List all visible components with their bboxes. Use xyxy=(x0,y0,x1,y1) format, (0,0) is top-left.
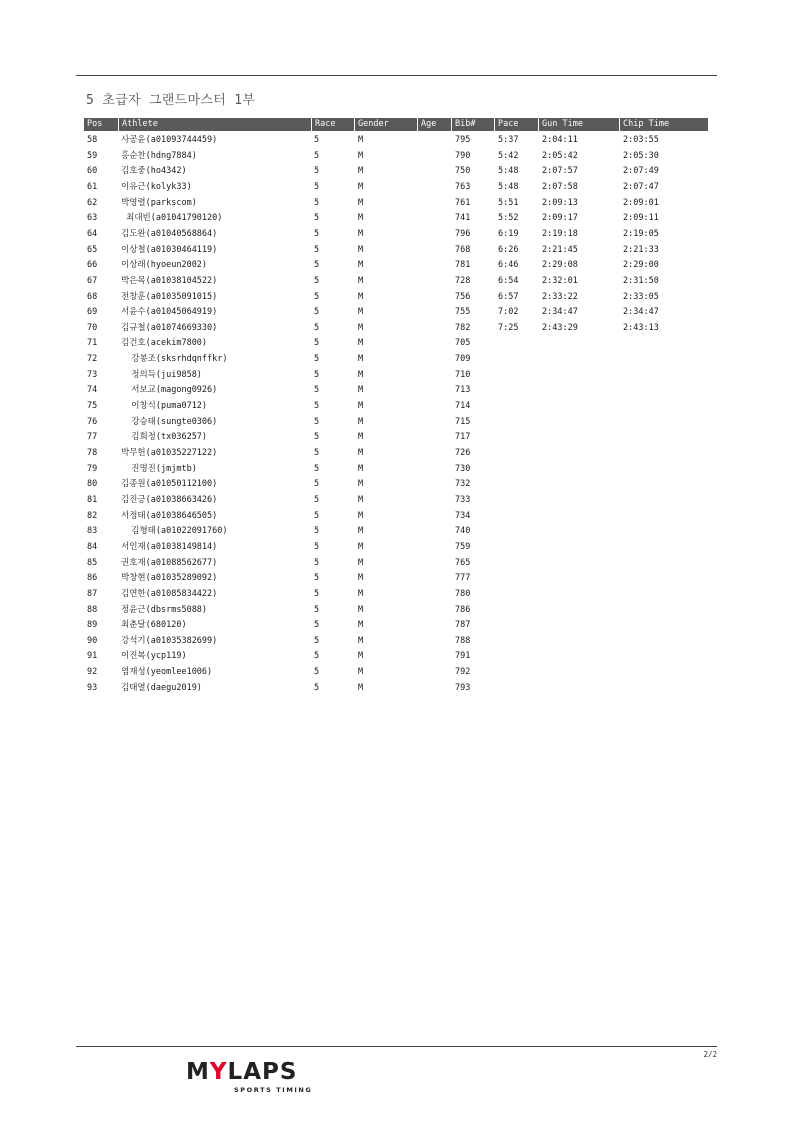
cell-pos: 89 xyxy=(87,620,98,631)
cell-race: 5 xyxy=(314,448,320,458)
cell-chip-time: 2:43:13 xyxy=(623,322,659,333)
cell-pos: 78 xyxy=(87,448,98,458)
cell-gender: M xyxy=(358,135,364,145)
cell-race: 5 xyxy=(314,166,320,177)
cell-gender: M xyxy=(358,322,364,333)
cell-pos: 75 xyxy=(87,401,98,412)
table-row xyxy=(84,196,708,212)
cell-gender: M xyxy=(358,448,364,458)
table-row xyxy=(84,258,708,274)
cell-athlete: 이유근(kolyk33) xyxy=(121,181,192,192)
cell-bib: 756 xyxy=(455,291,471,302)
cell-pos: 64 xyxy=(87,228,98,239)
cell-athlete: 김호중(ho4342) xyxy=(121,166,187,177)
cell-gun-time: 2:19:18 xyxy=(542,228,578,239)
cell-gender: M xyxy=(358,275,364,286)
cell-bib: 730 xyxy=(455,463,471,474)
cell-athlete: 정의득(jui9858) xyxy=(121,369,202,380)
cell-race: 5 xyxy=(314,651,320,662)
cell-gender: M xyxy=(358,181,364,192)
cell-pos: 59 xyxy=(87,150,98,161)
cell-pace: 5:42 xyxy=(498,150,519,161)
cell-gun-time: 2:09:17 xyxy=(542,213,578,224)
cell-athlete: 김태열(daegu2019) xyxy=(121,682,202,693)
cell-chip-time: 2:05:30 xyxy=(623,150,659,161)
cell-gender: M xyxy=(358,291,364,302)
cell-race: 5 xyxy=(314,541,320,552)
cell-chip-time: 2:07:47 xyxy=(623,181,659,192)
cell-race: 5 xyxy=(314,416,320,427)
cell-chip-time: 2:03:55 xyxy=(623,135,659,145)
cell-athlete: 정윤근(dbsrms5088) xyxy=(121,604,208,615)
cell-athlete: 서보교(magong0926) xyxy=(121,385,218,396)
cell-gun-time: 2:33:22 xyxy=(542,291,578,302)
cell-race: 5 xyxy=(314,385,320,396)
cell-pos: 85 xyxy=(87,557,98,568)
col-athlete: Athlete xyxy=(119,118,311,131)
cell-race: 5 xyxy=(314,494,320,505)
cell-pos: 73 xyxy=(87,369,98,380)
cell-bib: 728 xyxy=(455,275,471,286)
cell-athlete: 염재성(yeomlee1006) xyxy=(121,667,213,678)
cell-pos: 66 xyxy=(87,260,98,271)
cell-bib: 714 xyxy=(455,401,471,412)
cell-gender: M xyxy=(358,401,364,412)
cell-race: 5 xyxy=(314,369,320,380)
table-row xyxy=(84,618,708,634)
table-row xyxy=(84,321,708,337)
cell-bib: 777 xyxy=(455,573,471,584)
cell-gender: M xyxy=(358,338,364,349)
table-row xyxy=(84,149,708,165)
cell-gender: M xyxy=(358,494,364,505)
cell-gender: M xyxy=(358,432,364,443)
cell-pace: 5:52 xyxy=(498,213,519,224)
cell-gender: M xyxy=(358,416,364,427)
cell-bib: 741 xyxy=(455,213,471,224)
cell-race: 5 xyxy=(314,682,320,693)
cell-gender: M xyxy=(358,604,364,615)
cell-pace: 5:48 xyxy=(498,166,519,177)
cell-chip-time: 2:33:05 xyxy=(623,291,659,302)
cell-pace: 6:54 xyxy=(498,275,519,286)
cell-race: 5 xyxy=(314,181,320,192)
cell-bib: 715 xyxy=(455,416,471,427)
cell-race: 5 xyxy=(314,620,320,631)
cell-athlete: 박영렬(parkscom) xyxy=(121,197,197,208)
cell-athlete: 서정태(a01038646505) xyxy=(121,510,218,521)
cell-pos: 60 xyxy=(87,166,98,177)
cell-pos: 82 xyxy=(87,510,98,521)
table-row xyxy=(84,665,708,681)
header-rule xyxy=(76,75,717,76)
cell-chip-time: 2:21:33 xyxy=(623,244,659,255)
cell-pace: 6:46 xyxy=(498,260,519,271)
cell-gender: M xyxy=(358,682,364,693)
col-pace: Pace xyxy=(495,118,538,131)
cell-chip-time: 2:29:00 xyxy=(623,260,659,271)
cell-bib: 791 xyxy=(455,651,471,662)
table-row xyxy=(84,305,708,321)
logo-tagline: SPORTS TIMING xyxy=(234,1086,313,1094)
cell-bib: 782 xyxy=(455,322,471,333)
cell-gender: M xyxy=(358,557,364,568)
cell-pos: 65 xyxy=(87,244,98,255)
cell-gun-time: 2:32:01 xyxy=(542,275,578,286)
cell-pos: 83 xyxy=(87,526,98,537)
col-age: Age xyxy=(418,118,451,131)
results-table-header xyxy=(84,118,708,131)
table-row xyxy=(84,540,708,556)
cell-race: 5 xyxy=(314,510,320,521)
cell-gun-time: 2:29:08 xyxy=(542,260,578,271)
cell-pos: 70 xyxy=(87,322,98,333)
table-row xyxy=(84,477,708,493)
table-row xyxy=(84,493,708,509)
cell-gender: M xyxy=(358,260,364,271)
cell-race: 5 xyxy=(314,307,320,318)
cell-bib: 790 xyxy=(455,150,471,161)
table-row xyxy=(84,509,708,525)
cell-athlete: 이상래(hyoeun2002) xyxy=(121,260,208,271)
cell-pos: 76 xyxy=(87,416,98,427)
cell-athlete: 강승태(sungte0306) xyxy=(121,416,218,427)
cell-pos: 84 xyxy=(87,541,98,552)
cell-chip-time: 2:07:49 xyxy=(623,166,659,177)
cell-bib: 763 xyxy=(455,181,471,192)
cell-gun-time: 2:05:42 xyxy=(542,150,578,161)
table-row xyxy=(84,383,708,399)
cell-gender: M xyxy=(358,635,364,646)
cell-gender: M xyxy=(358,526,364,537)
cell-bib: 733 xyxy=(455,494,471,505)
cell-gender: M xyxy=(358,228,364,239)
cell-pos: 80 xyxy=(87,479,98,490)
cell-race: 5 xyxy=(314,213,320,224)
cell-race: 5 xyxy=(314,557,320,568)
logo-wordmark: MYLAPS xyxy=(186,1059,298,1085)
table-row xyxy=(84,399,708,415)
cell-gender: M xyxy=(358,197,364,208)
cell-bib: 761 xyxy=(455,197,471,208)
cell-bib: 705 xyxy=(455,338,471,349)
cell-race: 5 xyxy=(314,338,320,349)
cell-athlete: 이창식(puma0712) xyxy=(121,401,208,412)
cell-pos: 71 xyxy=(87,338,98,349)
cell-race: 5 xyxy=(314,150,320,161)
cell-pos: 61 xyxy=(87,181,98,192)
cell-athlete: 김규철(a01074669330) xyxy=(121,322,218,333)
cell-athlete: 김도완(a01040568864) xyxy=(121,228,218,239)
cell-athlete: 김연한(a01085834422) xyxy=(121,588,218,599)
cell-bib: 780 xyxy=(455,588,471,599)
cell-bib: 750 xyxy=(455,166,471,177)
footer-rule xyxy=(76,1046,717,1047)
cell-race: 5 xyxy=(314,244,320,255)
cell-gender: M xyxy=(358,213,364,224)
cell-bib: 717 xyxy=(455,432,471,443)
cell-bib: 734 xyxy=(455,510,471,521)
cell-race: 5 xyxy=(314,135,320,145)
cell-bib: 709 xyxy=(455,354,471,365)
table-row xyxy=(84,587,708,603)
cell-race: 5 xyxy=(314,260,320,271)
cell-pace: 5:48 xyxy=(498,181,519,192)
cell-bib: 755 xyxy=(455,307,471,318)
table-row xyxy=(84,336,708,352)
cell-chip-time: 2:19:05 xyxy=(623,228,659,239)
cell-race: 5 xyxy=(314,322,320,333)
cell-gender: M xyxy=(358,667,364,678)
cell-gun-time: 2:09:13 xyxy=(542,197,578,208)
cell-race: 5 xyxy=(314,635,320,646)
cell-pace: 5:37 xyxy=(498,135,519,145)
cell-pos: 93 xyxy=(87,682,98,693)
cell-chip-time: 2:34:47 xyxy=(623,307,659,318)
cell-athlete: 김진긍(a01038663426) xyxy=(121,494,218,505)
cell-pace: 5:51 xyxy=(498,197,519,208)
table-row xyxy=(84,352,708,368)
cell-pos: 86 xyxy=(87,573,98,584)
cell-race: 5 xyxy=(314,526,320,537)
cell-bib: 796 xyxy=(455,228,471,239)
cell-race: 5 xyxy=(314,401,320,412)
cell-pos: 62 xyxy=(87,197,98,208)
cell-athlete: 박무헌(a01035227122) xyxy=(121,448,218,458)
cell-pos: 92 xyxy=(87,667,98,678)
cell-pos: 67 xyxy=(87,275,98,286)
cell-bib: 781 xyxy=(455,260,471,271)
table-row xyxy=(84,227,708,243)
cell-bib: 765 xyxy=(455,557,471,568)
table-row xyxy=(84,681,708,697)
cell-athlete: 이진복(ycp119) xyxy=(121,651,187,662)
cell-athlete: 전창훈(a01035091015) xyxy=(121,291,218,302)
cell-gender: M xyxy=(358,307,364,318)
cell-race: 5 xyxy=(314,354,320,365)
cell-pos: 74 xyxy=(87,385,98,396)
cell-athlete: 김희정(tx036257) xyxy=(121,432,208,443)
cell-bib: 732 xyxy=(455,479,471,490)
cell-gender: M xyxy=(358,369,364,380)
table-row xyxy=(84,571,708,587)
col-race: Race xyxy=(312,118,354,131)
table-row xyxy=(84,368,708,384)
table-row xyxy=(84,603,708,619)
cell-pos: 91 xyxy=(87,651,98,662)
cell-gun-time: 2:21:45 xyxy=(542,244,578,255)
cell-bib: 710 xyxy=(455,369,471,380)
table-row xyxy=(84,290,708,306)
cell-race: 5 xyxy=(314,667,320,678)
cell-bib: 793 xyxy=(455,682,471,693)
cell-athlete: 서인재(a01038149814) xyxy=(121,541,218,552)
cell-gender: M xyxy=(358,588,364,599)
page-title: 5 초급자 그랜드마스터 1부 xyxy=(86,93,256,108)
cell-gun-time: 2:43:29 xyxy=(542,322,578,333)
cell-gun-time: 2:07:58 xyxy=(542,181,578,192)
cell-bib: 787 xyxy=(455,620,471,631)
cell-race: 5 xyxy=(314,432,320,443)
col-gender: Gender xyxy=(355,118,417,131)
table-row xyxy=(84,211,708,227)
cell-bib: 795 xyxy=(455,135,471,145)
cell-pos: 63 xyxy=(87,213,98,224)
cell-pace: 6:57 xyxy=(498,291,519,302)
cell-race: 5 xyxy=(314,197,320,208)
table-row xyxy=(84,180,708,196)
cell-pace: 6:19 xyxy=(498,228,519,239)
cell-pos: 81 xyxy=(87,494,98,505)
table-row xyxy=(84,133,708,149)
cell-gun-time: 2:04:11 xyxy=(542,135,578,145)
cell-athlete: 김종원(a01050112100) xyxy=(121,479,218,490)
col-bib: Bib# xyxy=(452,118,494,131)
cell-bib: 792 xyxy=(455,667,471,678)
cell-pos: 88 xyxy=(87,604,98,615)
cell-race: 5 xyxy=(314,573,320,584)
cell-race: 5 xyxy=(314,275,320,286)
cell-pos: 72 xyxy=(87,354,98,365)
cell-pace: 7:25 xyxy=(498,322,519,333)
cell-race: 5 xyxy=(314,479,320,490)
cell-athlete: 김형태(a01022091760) xyxy=(121,526,228,537)
cell-race: 5 xyxy=(314,291,320,302)
cell-chip-time: 2:09:01 xyxy=(623,197,659,208)
cell-race: 5 xyxy=(314,604,320,615)
table-row xyxy=(84,524,708,540)
cell-athlete: 진명진(jmjmtb) xyxy=(121,463,197,474)
cell-bib: 786 xyxy=(455,604,471,615)
cell-gender: M xyxy=(358,244,364,255)
table-row xyxy=(84,415,708,431)
cell-athlete: 사공윤(a01093744459) xyxy=(121,135,218,145)
cell-pace: 6:26 xyxy=(498,244,519,255)
cell-gender: M xyxy=(358,620,364,631)
col-pos: Pos xyxy=(84,118,118,131)
cell-pos: 77 xyxy=(87,432,98,443)
table-row xyxy=(84,274,708,290)
col-chip-time: Chip Time xyxy=(620,118,708,131)
cell-bib: 740 xyxy=(455,526,471,537)
cell-pos: 90 xyxy=(87,635,98,646)
cell-pos: 87 xyxy=(87,588,98,599)
cell-athlete: 박창현(a01035289092) xyxy=(121,573,218,584)
cell-athlete: 최춘달(680120) xyxy=(121,620,187,631)
table-row xyxy=(84,164,708,180)
cell-bib: 726 xyxy=(455,448,471,458)
cell-race: 5 xyxy=(314,588,320,599)
table-row xyxy=(84,446,708,462)
cell-athlete: 권호재(a01088562677) xyxy=(121,557,218,568)
cell-athlete: 강봉조(sksrhdqnffkr) xyxy=(121,354,228,365)
cell-athlete: 김건호(acekim7800) xyxy=(121,338,208,349)
cell-chip-time: 2:09:11 xyxy=(623,213,659,224)
col-gun-time: Gun Time xyxy=(539,118,619,131)
cell-gun-time: 2:07:57 xyxy=(542,166,578,177)
cell-gender: M xyxy=(358,385,364,396)
cell-athlete: 최대빈(a01041790120) xyxy=(121,213,223,224)
cell-athlete: 홍순찬(hdng7884) xyxy=(121,150,197,161)
cell-gender: M xyxy=(358,510,364,521)
cell-race: 5 xyxy=(314,228,320,239)
cell-pos: 68 xyxy=(87,291,98,302)
cell-bib: 788 xyxy=(455,635,471,646)
cell-pace: 7:02 xyxy=(498,307,519,318)
mylaps-logo xyxy=(186,1060,322,1096)
cell-gender: M xyxy=(358,479,364,490)
table-row xyxy=(84,462,708,478)
cell-gender: M xyxy=(358,166,364,177)
cell-gender: M xyxy=(358,463,364,474)
cell-gun-time: 2:34:47 xyxy=(542,307,578,318)
cell-gender: M xyxy=(358,573,364,584)
table-row xyxy=(84,430,708,446)
table-row xyxy=(84,634,708,650)
table-row xyxy=(84,556,708,572)
cell-athlete: 박은목(a01038104522) xyxy=(121,275,218,286)
cell-pos: 58 xyxy=(87,135,98,145)
cell-athlete: 이상철(a01030464119) xyxy=(121,244,218,255)
cell-gender: M xyxy=(358,651,364,662)
cell-bib: 759 xyxy=(455,541,471,552)
cell-race: 5 xyxy=(314,463,320,474)
cell-gender: M xyxy=(358,541,364,552)
cell-pos: 79 xyxy=(87,463,98,474)
cell-bib: 768 xyxy=(455,244,471,255)
cell-gender: M xyxy=(358,150,364,161)
cell-athlete: 강석기(a01035382699) xyxy=(121,635,218,646)
cell-pos: 69 xyxy=(87,307,98,318)
page-number: 2/2 xyxy=(703,1050,717,1059)
cell-chip-time: 2:31:50 xyxy=(623,275,659,286)
cell-athlete: 서윤수(a01045064919) xyxy=(121,307,218,318)
cell-bib: 713 xyxy=(455,385,471,396)
table-row xyxy=(84,649,708,665)
cell-gender: M xyxy=(358,354,364,365)
table-row xyxy=(84,243,708,259)
